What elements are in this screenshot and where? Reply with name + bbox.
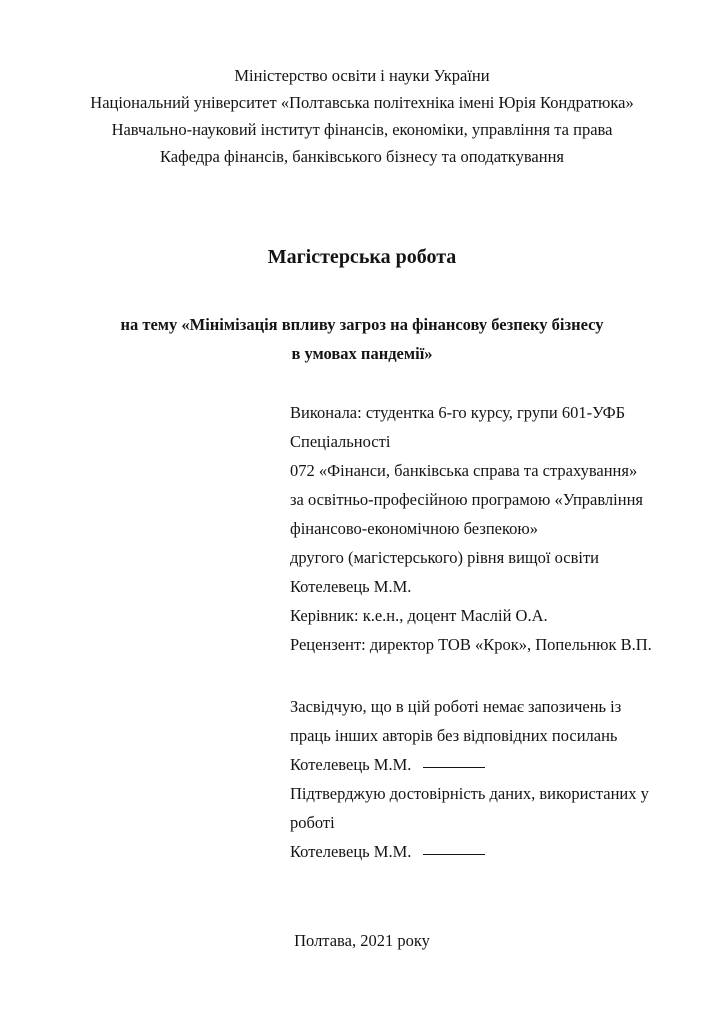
declaration-signature-row-2 xyxy=(290,837,690,866)
author-line-programme-2: фінансово-економічною безпекою» xyxy=(290,519,539,538)
author-line-author-name: Котелевець М.М. xyxy=(290,577,412,596)
org-header-line-ministry: Міністерство освіти і науки України xyxy=(234,66,490,85)
org-header-line-university: Національний університет «Полтавська політехніка імені Юрія Кондратюка» xyxy=(90,93,634,112)
signature-line-1[interactable] xyxy=(423,767,485,768)
org-header-line-institute: Навчально-науковий інститут фінансів, економіки, управління та права xyxy=(111,120,613,139)
thesis-topic-line-1: на тему «Мінімізація впливу загроз на фінансову безпеку бізнесу xyxy=(120,315,604,334)
author-details-block xyxy=(290,398,690,659)
author-line-programme-1: за освітньо-професійною програмою «Управління xyxy=(290,490,644,509)
declaration-signature-name-2: Котелевець М.М. xyxy=(290,842,412,861)
declaration-originality-line-2: праць інших авторів без відповідних посилань xyxy=(290,726,618,745)
thesis-topic xyxy=(0,310,724,368)
page-footer-place-year: Полтава, 2021 року xyxy=(294,931,430,950)
declaration-accuracy-line-1: Підтверджую достовірність даних, використаних у xyxy=(290,784,649,803)
declaration-originality-line-1: Засвідчую, що в цій роботі немає запозичень із xyxy=(290,697,622,716)
org-header-line-department: Кафедра фінансів, банківського бізнесу та оподаткування xyxy=(159,147,564,166)
author-line-speciality-code: 072 «Фінанси, банківська справа та страхування» xyxy=(290,461,638,480)
author-line-supervisor: Керівник: к.е.н., доцент Маслій О.А. xyxy=(290,606,548,625)
author-line-speciality-label: Спеціальності xyxy=(290,432,391,451)
declaration-signature-row-1 xyxy=(290,750,690,779)
declaration-block xyxy=(290,692,690,866)
thesis-topic-line-2: в умовах пандемії» xyxy=(291,344,433,363)
organization-header xyxy=(0,62,724,170)
author-line-student: Виконала: студентка 6-го курсу, групи 601-УФБ xyxy=(290,403,626,422)
author-line-reviewer: Рецензент: директор ТОВ «Крок», Попельнюк В.П. xyxy=(290,635,652,654)
signature-line-2[interactable] xyxy=(423,854,485,855)
document-type-heading: Магістерська робота xyxy=(267,246,457,268)
declaration-accuracy-line-2: роботі xyxy=(290,813,335,832)
author-line-degree-level: другого (магістерського) рівня вищої освіти xyxy=(290,548,599,567)
declaration-signature-name-1: Котелевець М.М. xyxy=(290,755,412,774)
